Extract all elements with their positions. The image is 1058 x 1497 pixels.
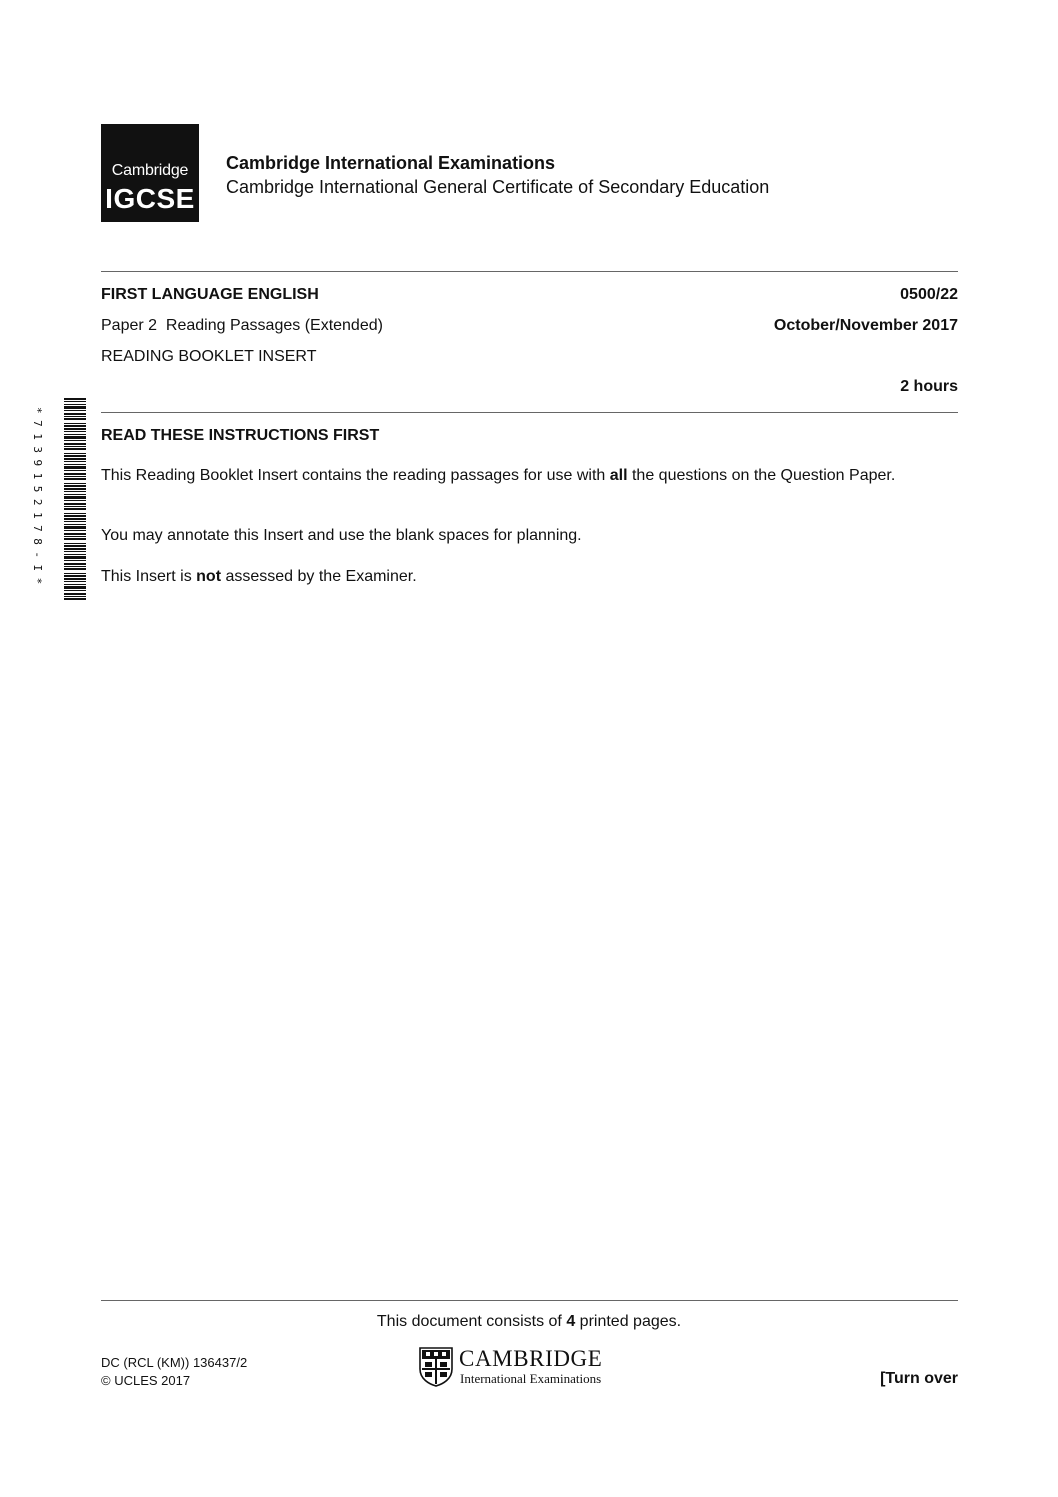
top-divider — [101, 271, 958, 272]
document-reference: DC (RCL (KM)) 136437/2 — [101, 1355, 248, 1370]
paper-name: Paper 2 Reading Passages (Extended) — [101, 317, 383, 334]
barcode-icon — [64, 398, 86, 600]
exam-session: October/November 2017 — [773, 317, 958, 334]
instructions-divider — [101, 412, 958, 413]
instruction-paragraph-1: This Reading Booklet Insert contains the reading passages for use with all the questions on the Question Paper. — [101, 467, 896, 484]
copyright: © UCLES 2017 — [101, 1373, 191, 1388]
subject-title: FIRST LANGUAGE ENGLISH — [101, 286, 319, 303]
footer-divider — [101, 1300, 958, 1301]
syllabus-code: 0500/22 — [900, 286, 958, 303]
booklet-type: READING BOOKLET INSERT — [101, 348, 317, 365]
turn-over-label: [Turn over — [880, 1370, 958, 1387]
instruction-paragraph-3: This Insert is not assessed by the Examiner. — [101, 568, 417, 585]
cambridge-wordmark: CAMBRIDGE — [459, 1346, 603, 1371]
logo-line-igcse: IGCSE — [105, 183, 195, 214]
exam-duration: 2 hours — [900, 378, 958, 395]
cambridge-shield-icon — [419, 1347, 453, 1387]
barcode-text: *7139152178-I* — [31, 407, 44, 591]
logo-line-cambridge: Cambridge — [111, 162, 189, 179]
qualification-name: Cambridge International General Certificate of Secondary Education — [226, 177, 770, 197]
instructions-heading: READ THESE INSTRUCTIONS FIRST — [101, 427, 380, 444]
organisation-name: Cambridge International Examinations — [226, 153, 556, 173]
instruction-paragraph-2: You may annotate this Insert and use the blank spaces for planning. — [101, 527, 582, 544]
cambridge-igcse-logo — [101, 124, 199, 222]
page-count-note: This document consists of 4 printed pages. — [376, 1313, 682, 1330]
cambridge-wordmark-sub: International Examinations — [460, 1371, 602, 1386]
